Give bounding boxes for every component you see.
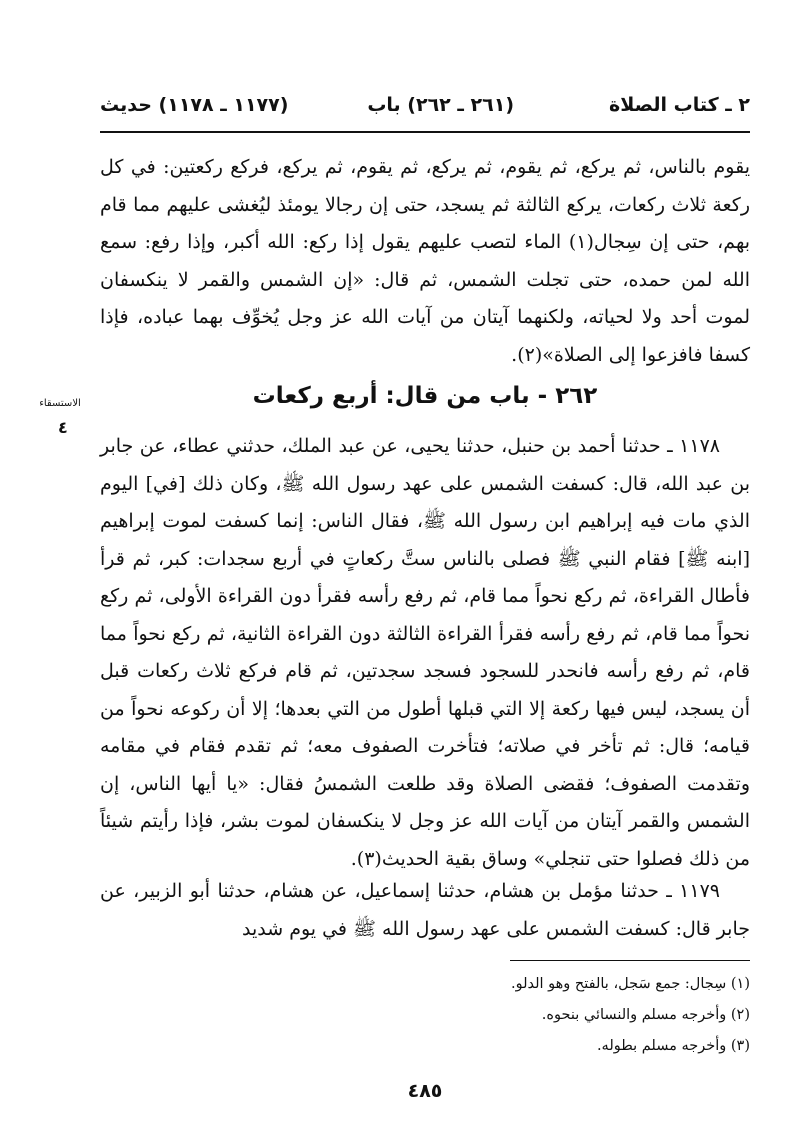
paragraph-text: ١١٧٩ ـ حدثنا مؤمل بن هشام، حدثنا إسماعيل، عن هشام، حدثنا أبو الزبير، عن جابر قال: كسفت الشمس على عهد رسول الله ﷺ في يوم شديد: [100, 880, 750, 940]
footnote-1: (١) سِجال: جمع سَجل، بالفتح وهو الدلو.: [510, 976, 750, 992]
hadith-1178: [100, 428, 750, 878]
header-rule: [100, 131, 750, 133]
footnotes: [100, 969, 750, 1062]
chapter-heading: ٢٦٢ - باب من قال: أربع ركعات: [252, 383, 598, 409]
header-hadith-range: (١١٧٧ ـ ١١٧٨) حديث: [100, 94, 289, 116]
header-chapter-range: (٢٦١ ـ ٢٦٢) باب: [367, 94, 514, 116]
continued-paragraph: [100, 149, 750, 374]
footnote-3: (٣) وأخرجه مسلم بطوله.: [596, 1038, 750, 1054]
hadith-1179: [100, 873, 750, 948]
paragraph-text: يقوم بالناس، ثم يركع، ثم يقوم، ثم يركع، ثم يقوم، ثم يركع، فركع ركعتين: في كل ركعة ثلاث ركعات، يركع الثالثة ثم يسجد، حتى إن رجالا يومئذ ليُغشى عليهم مما قام بهم، حتى إن سِجال(١) الماء لتصب عليهم يقول إذا ركع: الله أكبر، وإذا رفع: سمع الله لمن حمده، حتى تجلت الشمس، ثم قال: «إن الشمس والقمر لا ينكسفان لموت أحد ولا لحياته، ولكنهما آيتان من آيات الله عز وجل يُخوِّف بهما عباده، فإذا كسفا فافزعوا إلى الصلاة»(٢).: [100, 156, 751, 366]
margin-reference-label: الاستسقاء: [39, 398, 81, 409]
running-header: [100, 88, 750, 122]
paragraph-text: ١١٧٨ ـ حدثنا أحمد بن حنبل، حدثنا يحيى، عن عبد الملك، حدثني عطاء، عن جابر بن عبد الله، قال: كسفت الشمس على عهد رسول الله ﷺ، وكان ذلك [في] اليوم الذي مات فيه إبراهيم ابن رسول الله ﷺ، فقال الناس: إنما كسفت لموت إبراهيم [ابنه ﷺ] فقام النبي ﷺ فصلى بالناس ستَّ ركعاتٍ في أربع سجدات: كبر، ثم قرأ فأطال القراءة، ثم ركع نحواً مما قام، ثم رفع رأسه فقرأ دون القراءة الأولى، ثم ركع نحواً مما قام، ثم رفع رأسه فقرأ القراءة الثالثة دون القراءة الثانية، ثم ركع نحواً مما قام، ثم رفع رأسه فانحدر للسجود فسجد سجدتين، ثم قام فركع ثلاث ركعات قبل أن يسجد، ليس فيها ركعة إلا التي قبلها أطول من التي بعدها؛ إلا أن ركوعه نحواً من قيامه؛ قال: ثم تأخر في صلاته؛ فتأخرت الصفوف معه؛ ثم تقدم فقام في مقامه وتقدمت الصفوف؛ فقضى الصلاة وقد طلعت الشمسُ فقال: «يا أيها الناس، إن الشمس والقمر آيتان من آيات الله عز وجل لا ينكسفان لموت بشر، فإذا رأيتم شيئاً من ذلك فصلوا حتى تنجلي» وساق بقية الحديث(٣).: [100, 435, 750, 870]
footnote-rule: [510, 960, 750, 961]
page-number: ٤٨٥: [407, 1080, 443, 1102]
footnote-2: (٢) وأخرجه مسلم والنسائي بنحوه.: [541, 1007, 750, 1023]
margin-reference-number: ٤: [58, 418, 68, 437]
header-book-title: ٢ ـ كتاب الصلاة: [609, 94, 750, 116]
